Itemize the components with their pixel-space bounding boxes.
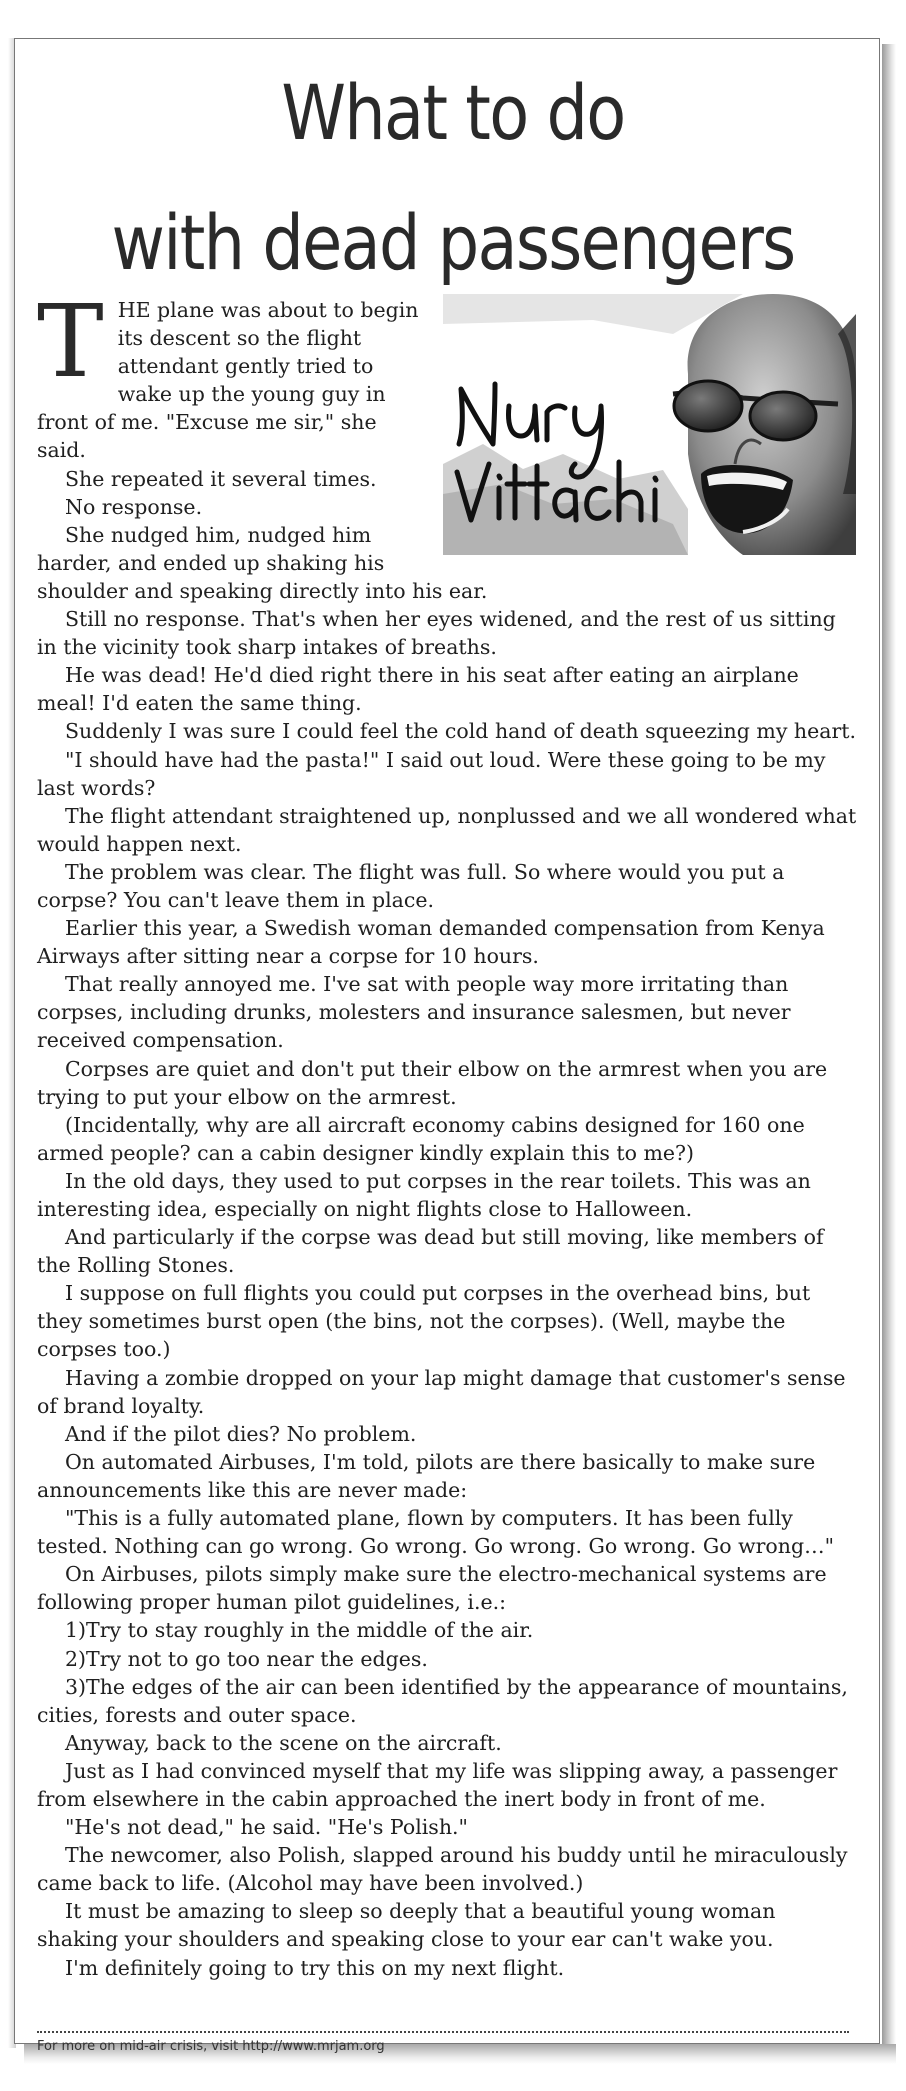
body-paragraph: The flight attendant straightened up, nonplussed and we all wondered what would happen next. <box>37 803 857 856</box>
body-paragraph: That really annoyed me. I've sat with people way more irritating than corpses, including drunks, molesters and insurance salesmen, but never received compensation. <box>37 972 791 1053</box>
body-paragraph: She repeated it several times. <box>65 466 377 491</box>
body-paragraph: On Airbuses, pilots simply make sure the electro-mechanical systems are following proper human pilot guidelines, i.e.: <box>37 1562 827 1615</box>
body-paragraph: Still no response. That's when her eyes widened, and the rest of us sitting in the vicinity took sharp intakes of breaths. <box>37 607 836 660</box>
body-paragraph: Corpses are quiet and don't put their elbow on the armrest when you are trying to put your elbow on the armrest. <box>37 1056 828 1109</box>
article-body <box>37 283 857 1982</box>
footer-note: For more on mid-air crisis, visit http://www.mrjam.org <box>37 2039 385 2054</box>
frame-shadow-right <box>882 44 896 2064</box>
body-paragraph: Suddenly I was sure I could feel the cold hand of death squeezing my heart. <box>65 719 857 744</box>
headline-line-2: with dead passengers <box>111 198 795 287</box>
body-paragraph: He was dead! He'd died right there in his seat after eating an airplane meal! I'd eaten the same thing. <box>37 663 799 716</box>
body-paragraph: On automated Airbuses, I'm told, pilots are there basically to make sure announcements like this are never made: <box>37 1449 816 1502</box>
body-paragraph: She nudged him, nudged him harder, and ended up shaking his shoulder and speaking directly into his ear. <box>37 522 488 603</box>
lead-paragraph-text: HE plane was about to begin its descent so the flight attendant gently tried to wake up the young guy in front of me. "Excuse me sir," she said. <box>37 298 419 463</box>
body-paragraph: It must be amazing to sleep so deeply that a beautiful young woman shaking your shoulders and speaking close to your ear can't wake you. <box>37 1899 776 1952</box>
article-headline <box>63 48 842 308</box>
body-paragraph: I'm definitely going to try this on my next flight. <box>65 1955 565 1980</box>
body-paragraph: "This is a fully automated plane, flown by computers. It has been fully tested. Nothing can go wrong. Go wrong. Go wrong. Go wrong. Go wrong…" <box>37 1506 835 1559</box>
body-paragraph: 1)Try to stay roughly in the middle of the air. <box>65 1618 534 1643</box>
body-paragraph: And particularly if the corpse was dead but still moving, like members of the Rolling Stones. <box>37 1225 824 1278</box>
body-paragraph: (Incidentally, why are all aircraft economy cabins designed for 160 one armed people? can a cabin designer kindly explain this to me?) <box>37 1112 805 1165</box>
body-paragraph: Just as I had convinced myself that my life was slipping away, a passenger from elsewhere in the cabin approached the inert body in front of me. <box>37 1758 838 1811</box>
body-paragraph: Anyway, back to the scene on the aircraft. <box>65 1730 502 1755</box>
drop-cap: T <box>37 283 104 400</box>
body-paragraph: Having a zombie dropped on your lap might damage that customer's sense of brand loyalty. <box>37 1365 846 1418</box>
body-paragraph: "He's not dead," he said. "He's Polish." <box>65 1815 468 1840</box>
body-paragraph: The problem was clear. The flight was full. So where would you put a corpse? You can't leave them in place. <box>37 859 785 912</box>
headline-line-1: What to do <box>281 68 625 157</box>
body-paragraph: I suppose on full flights you could put corpses in the overhead bins, but they sometimes burst open (the bins, not the corpses). (Well, maybe the corpses too.) <box>37 1281 811 1362</box>
body-paragraph: Earlier this year, a Swedish woman demanded compensation from Kenya Airways after sitting near a corpse for 10 hours. <box>37 916 825 969</box>
body-paragraph: 2)Try not to go too near the edges. <box>65 1646 428 1671</box>
body-paragraph: "I should have had the pasta!" I said out loud. Were these going to be my last words? <box>37 747 826 800</box>
portrait-wrap-space <box>427 296 857 566</box>
body-paragraph: In the old days, they used to put corpses in the rear toilets. This was an interesting idea, especially on night flights close to Halloween. <box>37 1168 811 1221</box>
body-paragraph: And if the pilot dies? No problem. <box>65 1421 417 1446</box>
body-paragraph: No response. <box>65 494 203 519</box>
body-paragraph: The newcomer, also Polish, slapped around his buddy until he miraculously came back to life. (Alcohol may have been involved.) <box>37 1843 848 1896</box>
body-paragraph: 3)The edges of the air can been identified by the appearance of mountains, cities, forests and outer space. <box>37 1674 848 1727</box>
footer-divider <box>37 2031 849 2033</box>
